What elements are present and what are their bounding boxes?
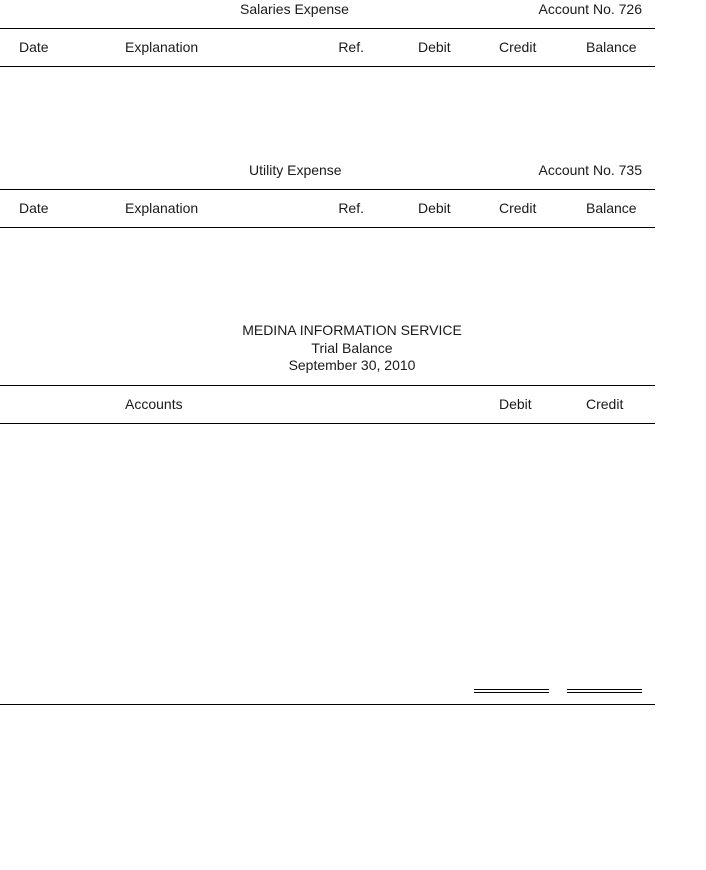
debit-total-double-rule-bottom xyxy=(474,692,549,693)
trial-balance-header-top-rule xyxy=(0,385,655,386)
trial-balance-date: September 30, 2010 xyxy=(288,357,416,373)
trial-balance-bottom-rule xyxy=(0,704,655,705)
salaries-header-credit: Credit xyxy=(499,39,537,55)
utility-ledger-title: Utility Expense xyxy=(249,162,342,178)
credit-total-double-rule-top xyxy=(567,689,642,690)
salaries-header-explanation: Explanation xyxy=(125,39,199,55)
salaries-header-top-rule xyxy=(0,28,655,29)
trial-balance-header-credit: Credit xyxy=(586,396,624,412)
utility-header-balance: Balance xyxy=(586,200,637,216)
salaries-header-debit: Debit xyxy=(418,39,451,55)
utility-account-number: Account No. 735 xyxy=(538,162,642,178)
trial-balance-header-bottom-rule xyxy=(0,423,655,424)
debit-total-double-rule-top xyxy=(474,689,549,690)
utility-header-explanation: Explanation xyxy=(125,200,199,216)
salaries-account-number: Account No. 726 xyxy=(538,1,642,17)
utility-header-top-rule xyxy=(0,189,655,190)
credit-total-double-rule-bottom xyxy=(567,692,642,693)
utility-header-date: Date xyxy=(19,200,49,216)
trial-balance-title: Trial Balance xyxy=(311,340,393,356)
trial-balance-header-debit: Debit xyxy=(499,396,532,412)
utility-header-bottom-rule xyxy=(0,227,655,228)
salaries-header-date: Date xyxy=(19,39,49,55)
salaries-header-ref: Ref. xyxy=(338,39,364,55)
trial-balance-company: MEDINA INFORMATION SERVICE xyxy=(242,322,462,338)
salaries-header-balance: Balance xyxy=(586,39,637,55)
trial-balance-header-accounts: Accounts xyxy=(125,396,183,412)
utility-header-debit: Debit xyxy=(418,200,451,216)
utility-header-credit: Credit xyxy=(499,200,537,216)
salaries-header-bottom-rule xyxy=(0,66,655,67)
salaries-ledger-title: Salaries Expense xyxy=(240,1,349,17)
utility-header-ref: Ref. xyxy=(338,200,364,216)
